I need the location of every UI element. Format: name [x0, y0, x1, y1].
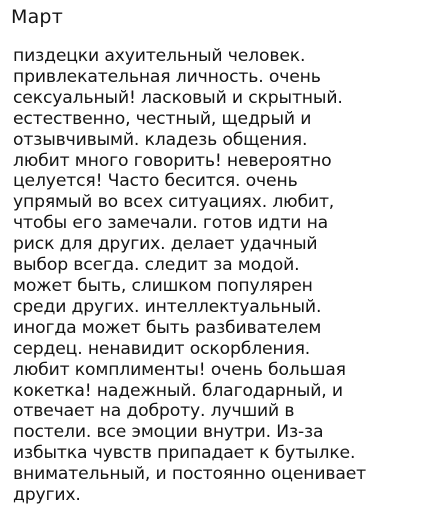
- text-line: риск для других. делает удачный: [13, 234, 318, 255]
- text-line: внимательный, и постоянно оценивает: [13, 464, 366, 485]
- text-line: выбор всегда. следит за модой.: [13, 255, 300, 276]
- text-line: избытка чувств припадает к бутылке.: [13, 443, 356, 464]
- text-line: любит много говорить! невероятно: [13, 150, 332, 171]
- text-line: отвечает на доброту. лучший в: [13, 401, 295, 422]
- text-line: пиздецки ахуительный человек.: [13, 46, 306, 66]
- text-line: может быть, слишком популярен: [13, 275, 313, 296]
- text-line: среди других. интеллектуальный.: [13, 296, 322, 317]
- text-line: отзывчивымй. кладезь общения.: [13, 129, 308, 150]
- text-line: естественно, честный, щедрый и: [13, 108, 312, 129]
- description-text: [13, 46, 418, 506]
- text-line: сексуальный! ласковый и скрытный.: [13, 87, 343, 108]
- text-line: постели. все эмоции внутри. Из-за: [13, 422, 324, 443]
- text-line: привлекательная личность. очень: [13, 66, 321, 87]
- text-line: упрямый во всех ситуациях. любит,: [13, 192, 335, 213]
- text-line: сердец. ненавидит оскорбления.: [13, 338, 311, 359]
- text-line: чтобы его замечали. готов идти на: [13, 213, 329, 234]
- text-line: кокетка! надежный. благодарный, и: [13, 380, 343, 401]
- text-line: любит комплименты! очень большая: [13, 359, 346, 380]
- text-line: других.: [13, 485, 81, 506]
- card-title: Март: [11, 6, 63, 28]
- text-line: иногда может быть разбивателем: [13, 317, 322, 338]
- text-line: целуется! Часто бесится. очень: [13, 171, 298, 192]
